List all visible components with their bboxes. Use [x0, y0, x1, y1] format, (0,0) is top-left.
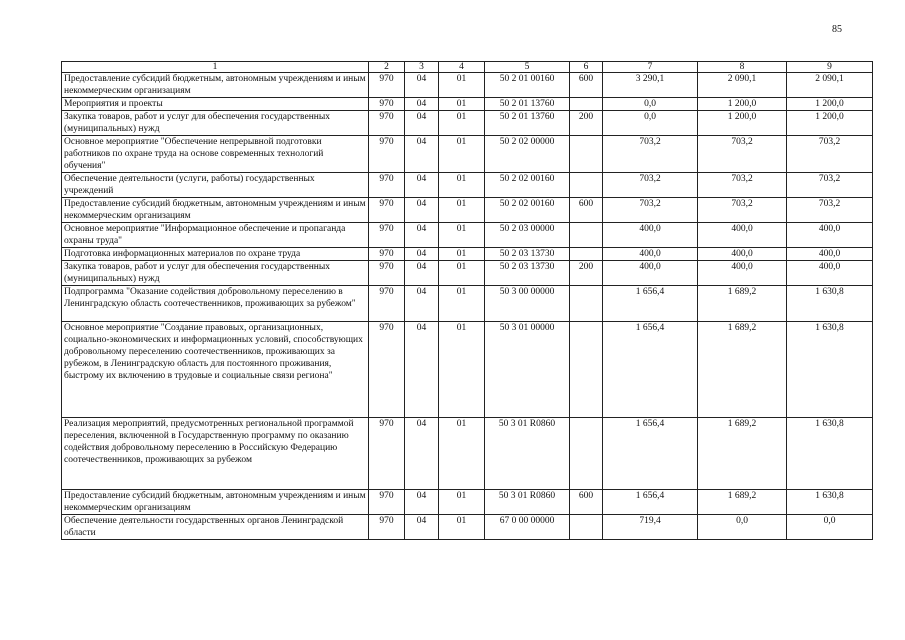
expense-type-cell — [570, 173, 603, 198]
amount-year-2-cell: 1 200,0 — [698, 98, 787, 111]
target-article-cell: 67 0 00 00000 — [485, 515, 570, 540]
admin-code-cell: 970 — [369, 418, 405, 490]
amount-year-1-cell: 400,0 — [603, 223, 698, 248]
subsection-code-cell: 01 — [439, 322, 485, 418]
amount-year-3-cell: 1 200,0 — [787, 98, 873, 111]
target-article-cell: 50 2 02 00160 — [485, 173, 570, 198]
admin-code-cell: 970 — [369, 322, 405, 418]
amount-year-3-cell: 703,2 — [787, 198, 873, 223]
target-article-cell: 50 2 01 13760 — [485, 98, 570, 111]
target-article-cell: 50 3 00 00000 — [485, 286, 570, 322]
target-article-cell: 50 2 01 13760 — [485, 111, 570, 136]
expense-type-cell — [570, 223, 603, 248]
column-header: 7 — [603, 62, 698, 73]
section-code-cell: 04 — [405, 223, 439, 248]
amount-year-3-cell: 400,0 — [787, 261, 873, 286]
expense-type-cell — [570, 322, 603, 418]
target-article-cell: 50 3 01 R0860 — [485, 490, 570, 515]
amount-year-2-cell: 400,0 — [698, 261, 787, 286]
row-name-cell: Основное мероприятие "Создание правовых, организационных, социально-экономических и информационных условий, способствующих добровольному переселению соотечественников, проживающих за рубежом, в Ленинградскую область для постоянного проживания, быстрому их включению в трудовые и социальные связи региона" — [62, 322, 369, 418]
amount-year-3-cell: 400,0 — [787, 248, 873, 261]
table-row — [62, 515, 873, 540]
expense-type-cell — [570, 286, 603, 322]
column-header: 1 — [62, 62, 369, 73]
subsection-code-cell: 01 — [439, 73, 485, 98]
table-row — [62, 261, 873, 286]
section-code-cell: 04 — [405, 98, 439, 111]
table-row — [62, 111, 873, 136]
row-name-cell: Закупка товаров, работ и услуг для обеспечения государственных (муниципальных) нужд — [62, 261, 369, 286]
expense-type-cell: 200 — [570, 111, 603, 136]
table-row — [62, 322, 873, 418]
column-header: 3 — [405, 62, 439, 73]
amount-year-3-cell: 703,2 — [787, 136, 873, 173]
table-row — [62, 73, 873, 98]
section-code-cell: 04 — [405, 286, 439, 322]
admin-code-cell: 970 — [369, 73, 405, 98]
row-name-cell: Закупка товаров, работ и услуг для обеспечения государственных (муниципальных) нужд — [62, 111, 369, 136]
table-row — [62, 136, 873, 173]
target-article-cell: 50 3 01 00000 — [485, 322, 570, 418]
column-header: 5 — [485, 62, 570, 73]
amount-year-2-cell: 1 689,2 — [698, 418, 787, 490]
amount-year-2-cell: 0,0 — [698, 515, 787, 540]
subsection-code-cell: 01 — [439, 136, 485, 173]
subsection-code-cell: 01 — [439, 261, 485, 286]
admin-code-cell: 970 — [369, 223, 405, 248]
row-name-cell: Обеспечение деятельности государственных органов Ленинградской области — [62, 515, 369, 540]
table-header-row — [62, 62, 873, 73]
row-name-cell: Подготовка информационных материалов по охране труда — [62, 248, 369, 261]
admin-code-cell: 970 — [369, 136, 405, 173]
section-code-cell: 04 — [405, 136, 439, 173]
admin-code-cell: 970 — [369, 515, 405, 540]
subsection-code-cell: 01 — [439, 111, 485, 136]
row-name-cell: Подпрограмма "Оказание содействия добровольному переселению в Ленинградскую область соотечественников, проживающих за рубежом" — [62, 286, 369, 322]
expense-type-cell — [570, 515, 603, 540]
row-name-cell: Основное мероприятие "Информационное обеспечение и пропаганда охраны труда" — [62, 223, 369, 248]
target-article-cell: 50 2 02 00160 — [485, 198, 570, 223]
amount-year-3-cell: 703,2 — [787, 173, 873, 198]
expense-type-cell — [570, 98, 603, 111]
table-row — [62, 418, 873, 490]
admin-code-cell: 970 — [369, 111, 405, 136]
section-code-cell: 04 — [405, 248, 439, 261]
row-name-cell: Основное мероприятие "Обеспечение непрерывной подготовки работников по охране труда на основе современных технологий обучения" — [62, 136, 369, 173]
target-article-cell: 50 2 03 13730 — [485, 248, 570, 261]
column-header: 6 — [570, 62, 603, 73]
section-code-cell: 04 — [405, 198, 439, 223]
subsection-code-cell: 01 — [439, 515, 485, 540]
subsection-code-cell: 01 — [439, 418, 485, 490]
amount-year-1-cell: 1 656,4 — [603, 418, 698, 490]
amount-year-1-cell: 1 656,4 — [603, 286, 698, 322]
subsection-code-cell: 01 — [439, 223, 485, 248]
column-header: 8 — [698, 62, 787, 73]
subsection-code-cell: 01 — [439, 98, 485, 111]
subsection-code-cell: 01 — [439, 248, 485, 261]
amount-year-3-cell: 1 630,8 — [787, 418, 873, 490]
amount-year-2-cell: 400,0 — [698, 223, 787, 248]
amount-year-1-cell: 3 290,1 — [603, 73, 698, 98]
target-article-cell: 50 2 03 13730 — [485, 261, 570, 286]
section-code-cell: 04 — [405, 322, 439, 418]
amount-year-1-cell: 1 656,4 — [603, 322, 698, 418]
section-code-cell: 04 — [405, 418, 439, 490]
expense-type-cell: 600 — [570, 73, 603, 98]
admin-code-cell: 970 — [369, 173, 405, 198]
table-row — [62, 286, 873, 322]
expense-type-cell: 600 — [570, 490, 603, 515]
amount-year-2-cell: 703,2 — [698, 198, 787, 223]
section-code-cell: 04 — [405, 73, 439, 98]
column-header: 2 — [369, 62, 405, 73]
target-article-cell: 50 3 01 R0860 — [485, 418, 570, 490]
subsection-code-cell: 01 — [439, 198, 485, 223]
table-row — [62, 223, 873, 248]
amount-year-1-cell: 703,2 — [603, 198, 698, 223]
amount-year-3-cell: 0,0 — [787, 515, 873, 540]
table-row — [62, 98, 873, 111]
amount-year-2-cell: 2 090,1 — [698, 73, 787, 98]
subsection-code-cell: 01 — [439, 173, 485, 198]
row-name-cell: Обеспечение деятельности (услуги, работы) государственных учреждений — [62, 173, 369, 198]
amount-year-3-cell: 1 630,8 — [787, 322, 873, 418]
row-name-cell: Предоставление субсидий бюджетным, автономным учреждениям и иным некоммерческим организациям — [62, 198, 369, 223]
expense-type-cell: 200 — [570, 261, 603, 286]
row-name-cell: Мероприятия и проекты — [62, 98, 369, 111]
amount-year-1-cell: 400,0 — [603, 248, 698, 261]
budget-table — [61, 61, 873, 540]
table-row — [62, 248, 873, 261]
amount-year-3-cell: 400,0 — [787, 223, 873, 248]
amount-year-2-cell: 703,2 — [698, 173, 787, 198]
admin-code-cell: 970 — [369, 490, 405, 515]
target-article-cell: 50 2 02 00000 — [485, 136, 570, 173]
amount-year-1-cell: 703,2 — [603, 173, 698, 198]
subsection-code-cell: 01 — [439, 490, 485, 515]
row-name-cell: Предоставление субсидий бюджетным, автономным учреждениям и иным некоммерческим организациям — [62, 490, 369, 515]
section-code-cell: 04 — [405, 173, 439, 198]
column-header: 4 — [439, 62, 485, 73]
section-code-cell: 04 — [405, 515, 439, 540]
amount-year-1-cell: 703,2 — [603, 136, 698, 173]
row-name-cell: Предоставление субсидий бюджетным, автономным учреждениям и иным некоммерческим организациям — [62, 73, 369, 98]
amount-year-1-cell: 719,4 — [603, 515, 698, 540]
admin-code-cell: 970 — [369, 286, 405, 322]
section-code-cell: 04 — [405, 111, 439, 136]
amount-year-2-cell: 1 200,0 — [698, 111, 787, 136]
row-name-cell: Реализация мероприятий, предусмотренных региональной программой переселения, включенной в Государственную программу по оказанию содействия добровольному переселению в Российскую Федерацию соотечественников, проживающих за рубежом — [62, 418, 369, 490]
section-code-cell: 04 — [405, 490, 439, 515]
section-code-cell: 04 — [405, 261, 439, 286]
amount-year-3-cell: 1 630,8 — [787, 490, 873, 515]
admin-code-cell: 970 — [369, 248, 405, 261]
table-row — [62, 198, 873, 223]
amount-year-2-cell: 1 689,2 — [698, 322, 787, 418]
amount-year-1-cell: 1 656,4 — [603, 490, 698, 515]
subsection-code-cell: 01 — [439, 286, 485, 322]
amount-year-2-cell: 703,2 — [698, 136, 787, 173]
expense-type-cell — [570, 136, 603, 173]
expense-type-cell — [570, 248, 603, 261]
target-article-cell: 50 2 01 00160 — [485, 73, 570, 98]
amount-year-1-cell: 0,0 — [603, 111, 698, 136]
page-number: 85 — [832, 24, 842, 35]
amount-year-3-cell: 2 090,1 — [787, 73, 873, 98]
amount-year-3-cell: 1 630,8 — [787, 286, 873, 322]
expense-type-cell — [570, 418, 603, 490]
amount-year-3-cell: 1 200,0 — [787, 111, 873, 136]
target-article-cell: 50 2 03 00000 — [485, 223, 570, 248]
amount-year-2-cell: 1 689,2 — [698, 490, 787, 515]
amount-year-1-cell: 0,0 — [603, 98, 698, 111]
amount-year-2-cell: 1 689,2 — [698, 286, 787, 322]
table-row — [62, 173, 873, 198]
admin-code-cell: 970 — [369, 98, 405, 111]
admin-code-cell: 970 — [369, 261, 405, 286]
table-row — [62, 490, 873, 515]
amount-year-2-cell: 400,0 — [698, 248, 787, 261]
column-header: 9 — [787, 62, 873, 73]
expense-type-cell: 600 — [570, 198, 603, 223]
admin-code-cell: 970 — [369, 198, 405, 223]
amount-year-1-cell: 400,0 — [603, 261, 698, 286]
